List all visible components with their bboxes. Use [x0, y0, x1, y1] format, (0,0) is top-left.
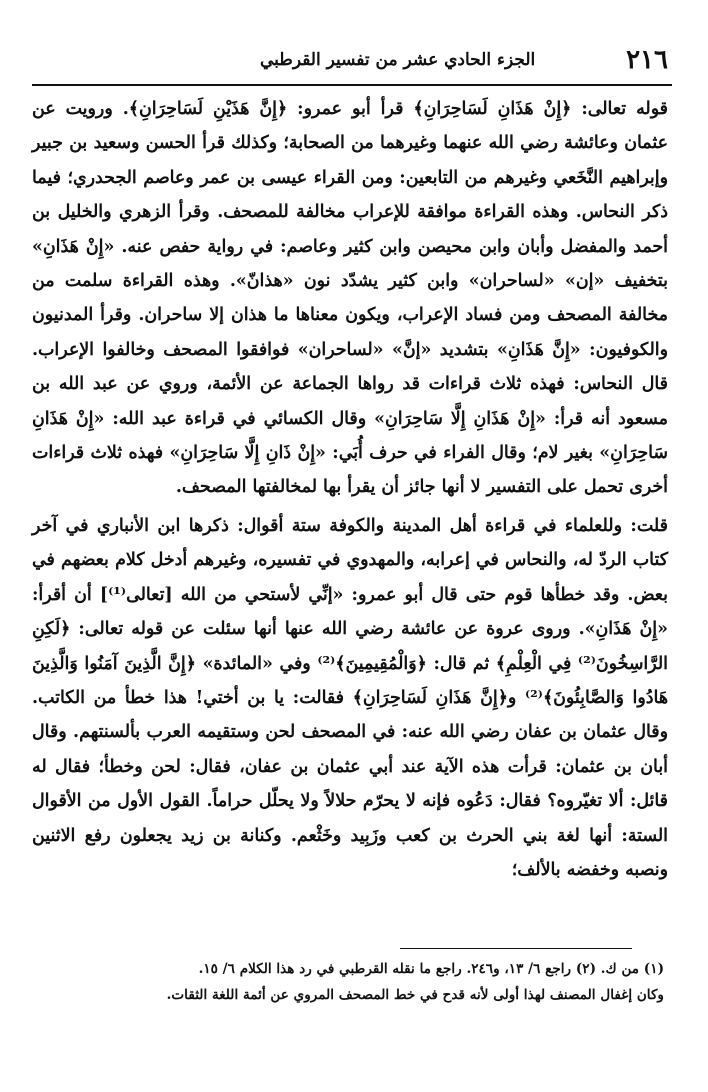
paragraph-1: قوله تعالى: ﴿إِنْ هَذَانِ لَسَاحِرَانِ﴾ قرأ أبو عمرو: ﴿إِنَّ هَذَيْنِ لَسَاحِرَانِ﴾. ورويت عن عثمان وعائشة رضي الله عنهما وغيرهما من الصحابة؛ وكذلك قرأ الحسن وسعيد بن جبير وإبراهيم النَّخَعي وغيرهم من التابعين: ومن القراء عيسى بن عمر وعاصم الجحدري؛ فيما ذكر النحاس. وهذه القراءة موافقة للإعراب مخالفة للمصحف. وقرأ الزهري والخليل بن أحمد والمفضل وأبان وابن محيصن وابن كثير وعاصم: في رواية حفص عنه. «إِنْ هَذَانِ» بتخفيف «إن» «لساحران» وابن كثير يشدّد نون «هذانّ». وهذه القراءة سلمت من مخالفة المصحف ومن فساد الإعراب، ويكون معناها ما هذان إلا ساحران. وقرأ المدنيون والكوفيون: «إِنَّ هَذَانِ» بتشديد «إنَّ» «لساحران» فوافقوا المصحف وخالفوا الإعراب. قال النحاس: فهذه ثلاث قراءات قد رواها الجماعة عن الأئمة، وروي عن عبد الله بن مسعود أنه قرأ: «إِنْ هَذَانِ إِلَّا سَاحِرَانِ» وقال الكسائي في قراءة عبد الله: «إِنْ هَذَانِ سَاحِرَانِ» بغير لام؛ وقال الفراء في حرف أُبَي: «إِنْ ذَانِ إِلَّا سَاحِرَانِ» فهذه ثلاث قراءات أخرى تحمل على التفسير لا أنها جائز أن يقرأ بها لمخالفتها المصحف.	[32, 99, 668, 498]
footnote-line-2: وكان إغفال المصنف لهذا أولى لأنه قدح في خط المصحف المروي عن أئمة اللغة الثقات.	[166, 987, 664, 1003]
footnote-line-1: (١) من ك. (٢) راجع ٦/ ١٣، و٢٤٦. راجع ما نقله القرطبي في رد هذا الكلام ٦/ ١٥.	[198, 961, 664, 977]
running-title: الجزء الحادي عشر من تفسير القرطبي	[260, 50, 536, 70]
paragraph-2: قلت: وللعلماء في قراءة أهل المدينة والكوفة ستة أقوال: ذكرها ابن الأنباري في آخر كتاب الردّ له، والنحاس في إعرابه، والمهدوي في تفسيره، وغيرهم أدخل كلام بعضهم في بعض. وقد خطأها قوم حتى قال أبو عمرو: «إنِّي لأستحي من الله [تعالى⁽¹⁾] أن أقرأ: «إِنْ هَذَانِ». وروى عروة عن عائشة رضي الله عنها أنها سئلت عن قوله تعالى: ﴿لَكِنِ الرَّاسِخُونَ⁽²⁾ فِي الْعِلْمِ﴾ ثم قال: ﴿وَالْمُقِيمِينَ﴾⁽²⁾ وفي «المائدة» ﴿إِنَّ الَّذِينَ آمَنُوا وَالَّذِينَ هَادُوا وَالصَّابِئُونَ﴾⁽²⁾ و﴿إِنَّ هَذَانِ لَسَاحِرَانِ﴾ فقالت: يا بن أختي! هذا خطأ من الكاتب. وقال عثمان بن عفان رضي الله عنه: في المصحف لحن وستقيمه العرب بألسنتهم. وقال أبان بن عثمان: قرأت هذه الآية عند أبي عثمان بن عفان، فقال: لحن وخطأ؛ فقال له قائل: ألا تغيّروه؟ فقال: دَعُوه فإنه لا يحرّم حلالاً ولا يحلّل حراماً. القول الأول من الأقوال الستة: أنها لغة بني الحرث بن كعب وزَبِيد وخَثْعم. وكنانة بن زيد يجعلون رفع الاثنين ونصبه وخفضه بالألف؛	[32, 515, 668, 880]
footnotes	[28, 956, 664, 1008]
page-number: ٢١٦	[626, 45, 668, 75]
header-rule	[32, 84, 672, 86]
footnote-rule	[400, 948, 632, 949]
page-header	[32, 38, 668, 82]
main-text	[32, 92, 668, 887]
